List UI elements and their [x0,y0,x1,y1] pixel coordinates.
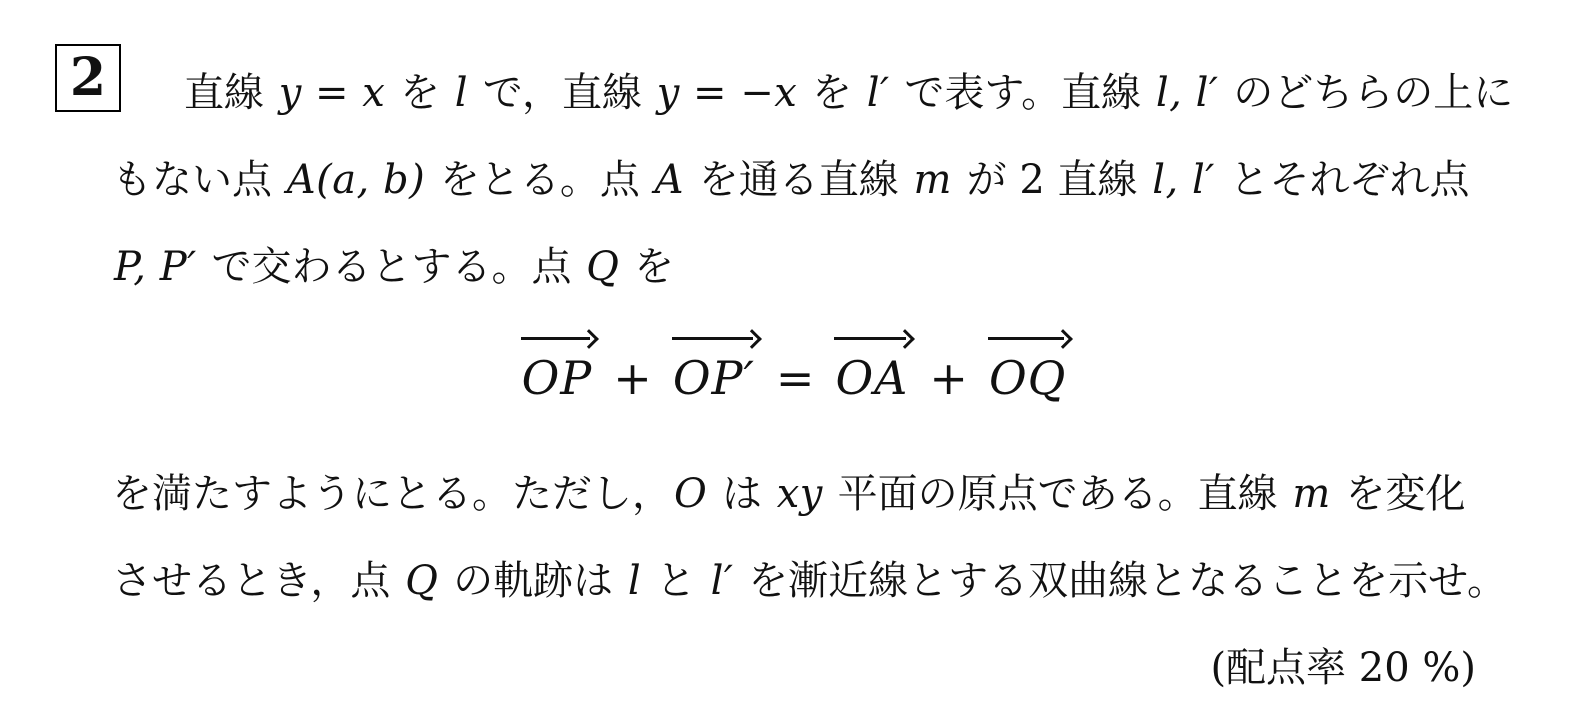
text-segment: を [799,70,865,116]
math-segment: m [913,157,952,203]
math-segment: Q [586,244,620,290]
text-segment: を満たすようにとる。ただし， [112,471,672,517]
text-segment: もない点 [112,157,285,203]
text-segment: のどちらの上に [1220,70,1514,116]
vector-term: OA [832,351,911,405]
problem-line-5 [112,538,1507,625]
text-segment: で交わるとする。点 [198,244,585,290]
text-segment: を漸近線とする双曲線となることを示せ。 [735,558,1507,604]
text-segment: 直線 [184,70,277,116]
math-segment: y = −x [656,70,798,116]
score-note [112,625,1476,712]
problem-text [112,50,1514,712]
equation-operator: + [613,351,652,405]
text-segment: で表す。直線 [891,70,1154,116]
text-segment: 平面の原点である。直線 [824,471,1291,517]
text-segment: させるとき，点 [112,558,404,604]
math-segment: Q [405,558,439,604]
math-segment: A [654,157,685,203]
math-segment: xy [776,471,823,517]
text-segment: は [709,471,775,517]
text-segment: で，直線 [470,70,655,116]
text-segment: とそれぞれ点 [1216,157,1470,203]
math-segment: l, l′ [1155,70,1219,116]
text-segment: を通る直線 [686,157,912,203]
text-segment: をとる。点 [427,157,653,203]
text-segment: を [621,244,675,290]
vector-term: OQ [986,351,1069,405]
text-segment: を変化 [1332,471,1466,517]
vector-term: OP′ [670,351,758,405]
math-segment: O [674,471,708,517]
math-segment: P, P′ [114,244,197,290]
vector-term: OP [519,351,596,405]
problem-line-1 [112,50,1514,137]
math-segment: A(a, b) [286,157,426,203]
math-segment: y = x [278,70,386,116]
text-segment: を [387,70,453,116]
text-segment: の軌跡は [440,558,626,604]
text-segment: と [643,558,709,604]
math-segment: l [454,70,469,116]
math-segment: l, l′ [1152,157,1215,203]
equation-operator: + [929,351,968,405]
math-segment: l [627,558,642,604]
text-segment: が 2 直線 [953,157,1151,203]
vector-equation [112,319,1476,437]
math-segment: l′ [710,558,734,604]
equation-operator: = [775,351,815,405]
problem-line-3 [112,224,1476,311]
problem-line-2 [112,137,1476,224]
problem-number: 2 [69,47,107,108]
text-segment: (配点率 20 %) [1210,645,1476,691]
problem-line-4 [112,451,1476,538]
math-segment: m [1292,471,1331,517]
math-segment: l′ [866,70,890,116]
